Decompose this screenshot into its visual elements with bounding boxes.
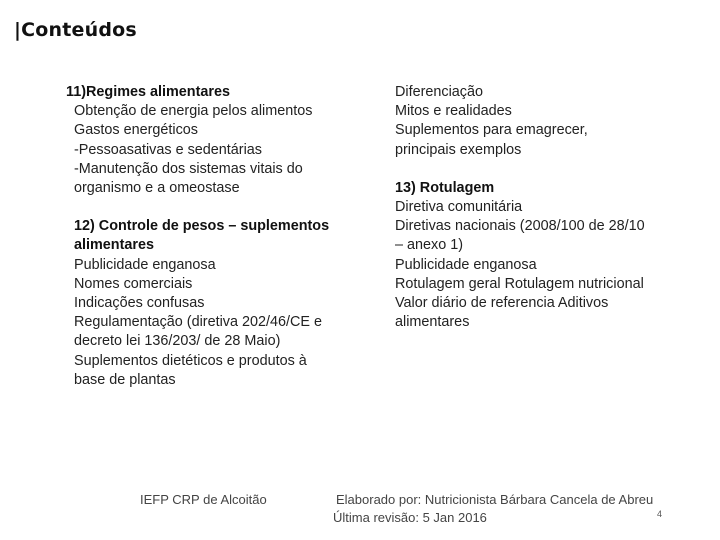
list-item: principais exemplos: [395, 141, 522, 158]
list-item: base de plantas: [74, 371, 176, 388]
list-item: decreto lei 136/203/ de 28 Maio): [74, 333, 281, 350]
list-item: Rotulagem geral Rotulagem nutricional: [395, 275, 644, 292]
section-heading-rotulagem: 13) Rotulagem: [395, 179, 495, 196]
list-item: Mitos e realidades: [395, 103, 512, 120]
list-item: Suplementos dietéticos e produtos à: [74, 352, 307, 369]
list-item: Diretivas nacionais (2008/100 de 28/10: [395, 218, 645, 235]
list-item: Indicações confusas: [74, 295, 205, 312]
section-heading-controle-pesos: 12) Controle de pesos – suplementos: [74, 218, 330, 235]
spacer: [395, 160, 695, 179]
right-content-column: [395, 83, 695, 332]
list-item: alimentares: [395, 314, 470, 331]
list-item: Publicidade enganosa: [74, 256, 216, 273]
list-item: Diretiva comunitária: [395, 199, 523, 216]
list-item: Publicidade enganosa: [395, 256, 537, 273]
left-content-column: [66, 83, 374, 390]
list-item: Regulamentação (diretiva 202/46/CE e: [74, 314, 322, 331]
list-item: -Manutenção dos sistemas vitais do: [74, 160, 303, 177]
slide-title: |Conteúdos: [14, 19, 137, 41]
list-item: organismo e a omeostase: [74, 180, 240, 197]
list-item: Nomes comerciais: [74, 275, 193, 292]
spacer: [74, 198, 374, 217]
section-heading-regimes: 11)Regimes alimentares: [66, 84, 230, 100]
list-item: Valor diário de referencia Aditivos: [395, 295, 609, 312]
list-item: Gastos energéticos: [74, 122, 198, 139]
list-item: – anexo 1): [395, 237, 464, 254]
list-item: Suplementos para emagrecer,: [395, 122, 588, 139]
list-item: Obtenção de energia pelos alimentos: [74, 103, 313, 120]
footer-institution: IEFP CRP de Alcoitão: [140, 492, 267, 507]
footer-author: Elaborado por: Nutricionista Bárbara Cancela de Abreu: [336, 492, 654, 507]
footer-revision-date: Última revisão: 5 Jan 2016: [333, 510, 487, 525]
list-item: Diferenciação: [395, 84, 483, 100]
section-heading-controle-pesos: alimentares: [74, 237, 154, 254]
list-item: -Pessoasativas e sedentárias: [74, 141, 262, 158]
page-number: 4: [657, 509, 663, 519]
